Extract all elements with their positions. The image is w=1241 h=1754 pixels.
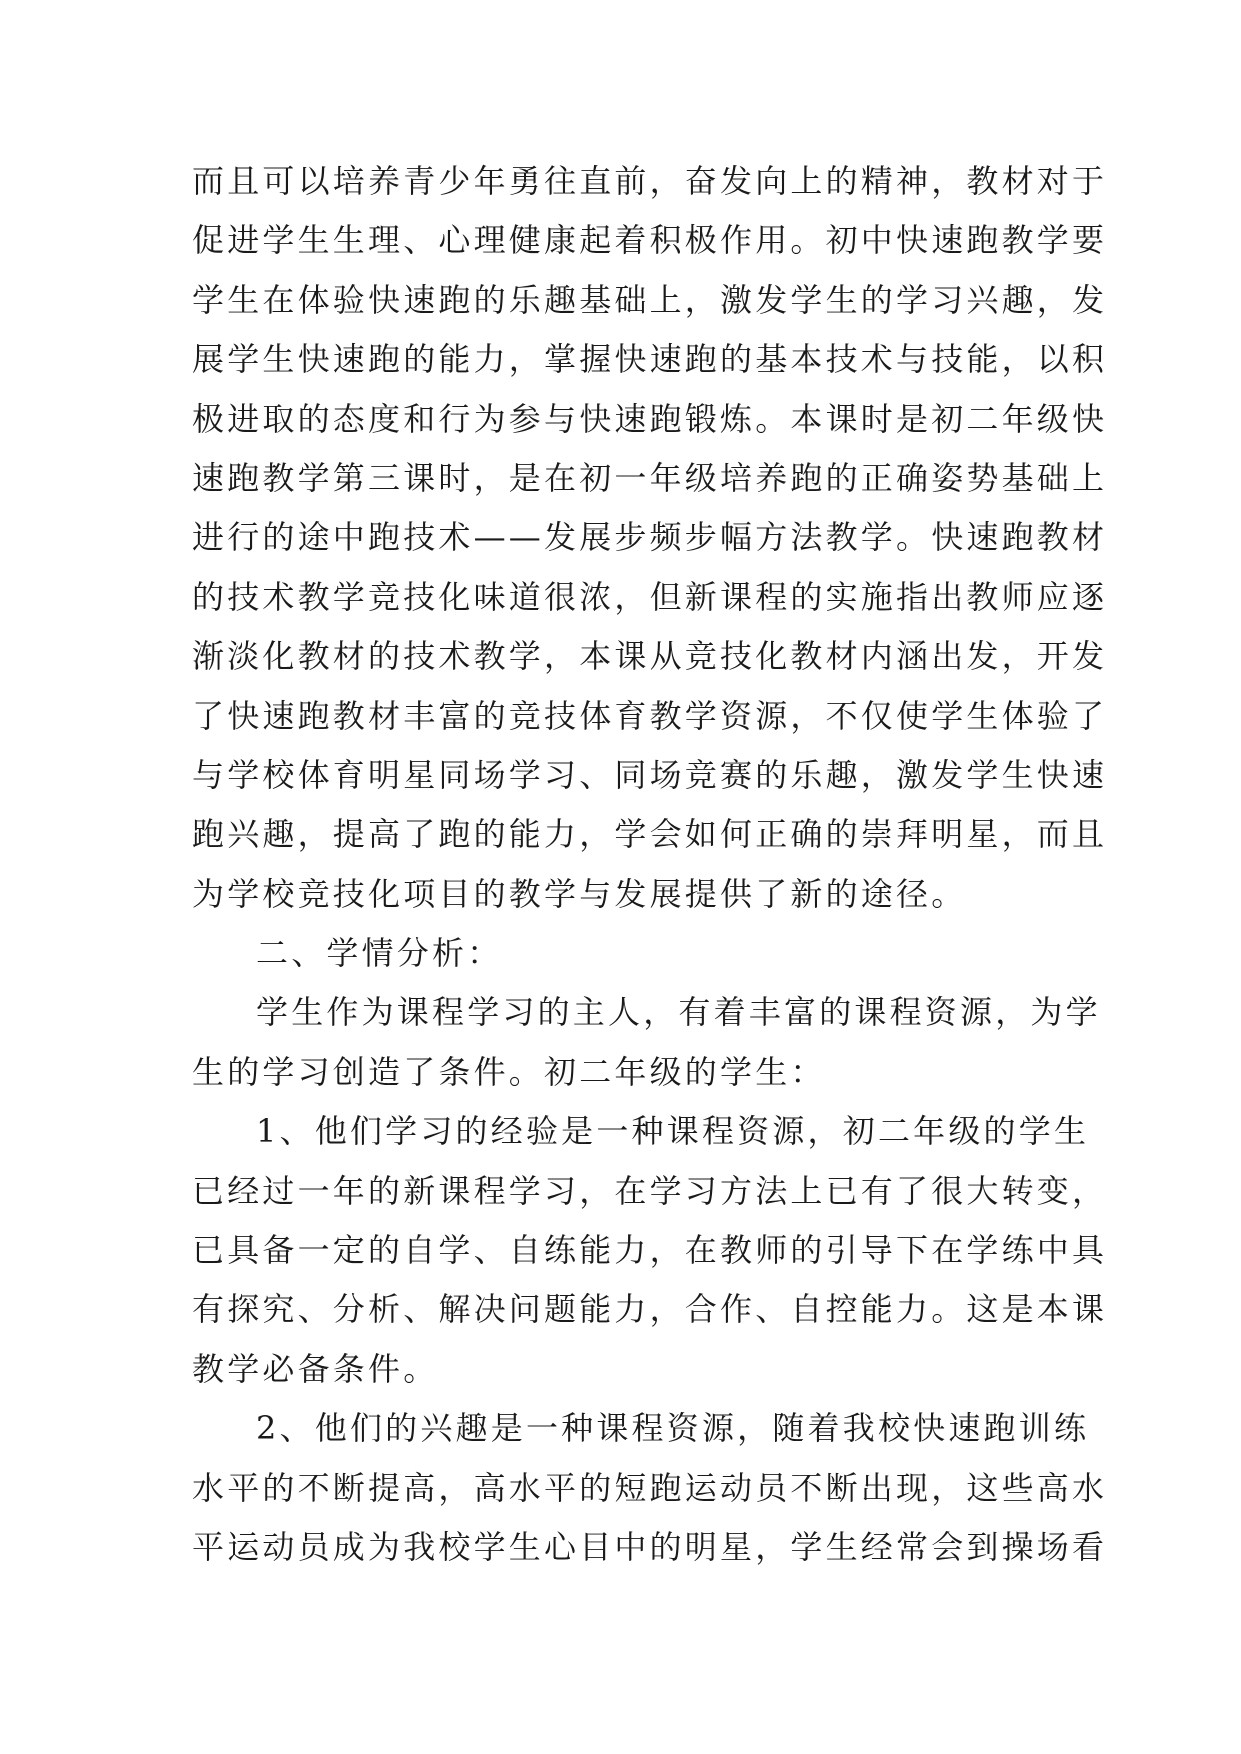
text-line: 有探究、分析、解决问题能力，合作、自控能力。这是本课 (192, 1290, 1108, 1329)
text-line: 的技术教学竞技化味道很浓，但新课程的实施指出教师应逐 (192, 577, 1108, 616)
text-line: 已经过一年的新课程学习，在学习方法上已有了很大转变， (192, 1171, 1108, 1210)
text-line: 平运动员成为我校学生心目中的明星，学生经常会到操场看 (192, 1527, 1108, 1566)
text-line: 与学校体育明星同场学习、同场竞赛的乐趣，激发学生快速 (192, 755, 1108, 794)
text-line: 教学必备条件。 (192, 1349, 439, 1388)
document-body (192, 152, 1108, 1577)
text-line: 生的学习创造了条件。初二年级的学生： (192, 1052, 826, 1091)
text-line: 了快速跑教材丰富的竞技体育教学资源，不仅使学生体验了 (192, 696, 1108, 735)
text-line: 跑兴趣，提高了跑的能力，学会如何正确的崇拜明星，而且 (192, 815, 1108, 854)
text-line: 而且可以培养青少年勇往直前，奋发向上的精神，教材对于 (192, 162, 1108, 200)
text-line: 极进取的态度和行为参与快速跑锻炼。本课时是初二年级快 (192, 399, 1108, 438)
text-line: 学生在体验快速跑的乐趣基础上，激发学生的学习兴趣，发 (192, 280, 1108, 319)
text-line: 学生作为课程学习的主人，有着丰富的课程资源，为学 (256, 993, 1101, 1032)
text-line: 渐淡化教材的技术教学，本课从竞技化教材内涵出发，开发 (192, 637, 1108, 676)
text-line: 二、学情分析： (256, 934, 503, 973)
text-line: 速跑教学第三课时，是在初一年级培养跑的正确姿势基础上 (192, 458, 1108, 497)
text-line: 1、他们学习的经验是一种课程资源，初二年级的学生 (256, 1112, 1090, 1151)
text-line: 已具备一定的自学、自练能力，在教师的引导下在学练中具 (192, 1231, 1108, 1270)
text-line: 水平的不断提高，高水平的短跑运动员不断出现，这些高水 (192, 1468, 1108, 1507)
text-line: 2、他们的兴趣是一种课程资源，随着我校快速跑训练 (256, 1409, 1090, 1448)
text-line: 为学校竞技化项目的教学与发展提供了新的途径。 (192, 874, 967, 913)
text-line: 促进学生生理、心理健康起着积极作用。初中快速跑教学要 (192, 221, 1108, 260)
text-line: 进行的途中跑技术——发展步频步幅方法教学。快速跑教材 (192, 518, 1108, 557)
text-line: 展学生快速跑的能力，掌握快速跑的基本技术与技能，以积 (192, 340, 1108, 379)
